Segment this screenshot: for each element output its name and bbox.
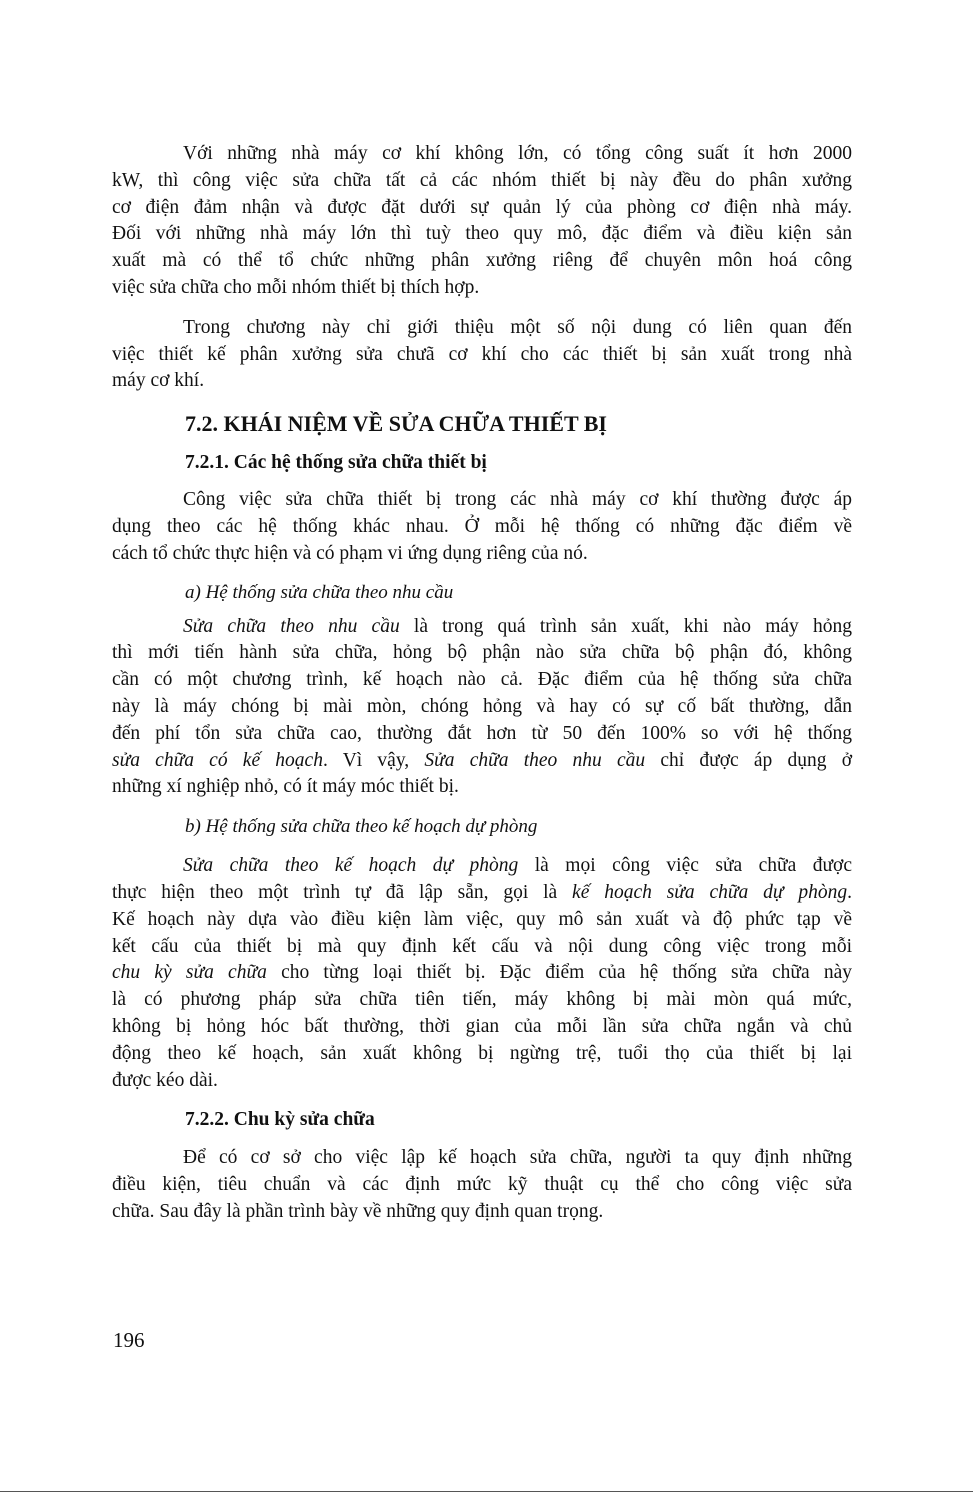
text-run: động theo kế hoạch, sản xuất không bị ngừng trệ, tuổi thọ của thiết bị lại [112, 1042, 852, 1064]
text-line [112, 987, 852, 1014]
text-line [112, 614, 852, 641]
paragraph [112, 853, 852, 1094]
text-line [112, 907, 852, 934]
text-run: Đối với những nhà máy lớn thì tuỳ theo quy mô, đặc điểm và điều kiện sản [112, 223, 852, 245]
text-line [112, 880, 852, 907]
page-number: 196 [113, 1328, 145, 1352]
italic-term: Sửa chữa theo kế hoạch dự phòng [183, 855, 519, 877]
paragraph [112, 614, 852, 802]
text-run: kết cấu của thiết bị mà quy định kết cấu và nội dung công việc trong mỗi [112, 935, 852, 957]
text-line [112, 248, 852, 275]
text-run: cách tổ chức thực hiện và có phạm vi ứng dụng riêng của nó. [112, 542, 588, 564]
text-run: việc sửa chữa cho mỗi nhóm thiết bị thích hợp. [112, 276, 480, 298]
text-run: chỉ được áp dụng ở [645, 749, 853, 771]
text-run: . Vì vậy, [322, 749, 425, 771]
paragraph [112, 315, 852, 395]
scan-edge-line [0, 1491, 973, 1492]
paragraph [112, 1145, 852, 1225]
text-line [112, 721, 852, 748]
text-run: chữa. Sau đây là phần trình bày về những quy định quan trọng. [112, 1200, 604, 1222]
text-run: cần có một chương trình, kế hoạch nào cả. Đặc điểm của hệ thống sửa chữa [112, 669, 852, 691]
text-line [112, 748, 852, 775]
subsection-heading: 7.2.1. Các hệ thống sửa chữa thiết bị [185, 452, 487, 474]
text-run: cho từng loại thiết bị. Đặc điểm của hệ thống sửa chữa này [266, 962, 852, 984]
text-run: được kéo dài. [112, 1069, 218, 1091]
subsection-heading: 7.2.2. Chu kỳ sửa chữa [185, 1109, 375, 1131]
text-run: kW, thì công việc sửa chữa tất cả các nhóm thiết bị này đều do phân xưởng [112, 169, 852, 191]
italic-term: sửa chữa có kế hoạch [112, 749, 323, 771]
text-run: . [847, 881, 852, 903]
text-line [112, 774, 852, 801]
text-run: này là máy chóng bị mài mòn, chóng hỏng và hay có sự cố bất thường, dẫn [112, 695, 852, 717]
text-run: Công việc sửa chữa thiết bị trong các nhà máy cơ khí thường được áp [183, 489, 852, 511]
text-run: không bị hỏng hóc bất thường, thời gian của mỗi lần sửa chữa ngắn và chủ [112, 1015, 852, 1037]
text-line [112, 221, 852, 248]
text-run: Để có cơ sở cho việc lập kế hoạch sửa chữa, người ta quy định những [183, 1147, 852, 1169]
text-line [112, 1145, 852, 1172]
section-heading: 7.2. KHÁI NIỆM VỀ SỬA CHỮA THIẾT BỊ [185, 411, 607, 437]
text-line [112, 853, 852, 880]
sub-heading: a) Hệ thống sửa chữa theo nhu cầu [185, 581, 454, 603]
text-run: Với những nhà máy cơ khí không lớn, có tổng công suất ít hơn 2000 [183, 143, 852, 164]
page-body [112, 141, 852, 1226]
text-line [112, 1068, 852, 1095]
text-run: là trong quá trình sản xuất, khi nào máy hỏng [399, 615, 852, 637]
text-run: việc thiết kế phân xưởng sửa chưã cơ khí cho các thiết bị sản xuất trong nhà [112, 343, 852, 365]
text-run: những xí nghiệp nhỏ, có ít máy móc thiết bị. [112, 776, 459, 798]
italic-term: Sửa chữa theo nhu cầu [183, 615, 400, 637]
text-line [112, 1014, 852, 1041]
text-run: điều kiện, tiêu chuẩn và các định mức kỹ thuật cụ thể cho công việc sửa [112, 1174, 852, 1196]
text-run: đến phí tổn sửa chữa cao, thường đắt hơn từ 50 đến 100% so với hệ thống [112, 722, 852, 744]
text-line [112, 315, 852, 342]
text-line [112, 487, 852, 514]
text-line [112, 667, 852, 694]
text-run: thực hiện theo một trình tự đã lập sẵn, gọi là [112, 881, 573, 903]
text-run: Trong chương này chỉ giới thiệu một số nội dung có liên quan đến [183, 316, 852, 338]
text-line [112, 514, 852, 541]
paragraph [112, 141, 852, 302]
text-line [112, 960, 852, 987]
text-line [112, 934, 852, 961]
text-line [112, 1041, 852, 1068]
text-line [112, 195, 852, 222]
text-run: cơ điện đảm nhận và được đặt dưới sự quản lý của phòng cơ điện nhà máy. [112, 196, 852, 218]
text-line [112, 168, 852, 195]
text-run: là mọi công việc sửa chữa được [518, 855, 852, 877]
sub-heading: b) Hệ thống sửa chữa theo kế hoạch dự phòng [185, 816, 538, 838]
italic-term: chu kỳ sửa chữa [112, 962, 267, 984]
text-line [112, 694, 852, 721]
text-line [112, 1199, 852, 1226]
text-run: là có phương pháp sửa chữa tiên tiến, máy không bị mài mòn quá mức, [112, 989, 852, 1011]
text-line [112, 141, 852, 168]
text-run: máy cơ khí. [112, 370, 205, 392]
text-run: Kế hoạch này dựa vào điều kiện làm việc, quy mô sản xuất và độ phức tạp về [112, 908, 852, 930]
italic-term: Sửa chữa theo nhu cầu [424, 749, 646, 771]
text-line [112, 275, 852, 302]
text-line [112, 368, 852, 395]
text-line [112, 640, 852, 667]
text-line [112, 1172, 852, 1199]
text-line [112, 342, 852, 369]
text-run: dụng theo các hệ thống khác nhau. Ở mỗi hệ thống có những đặc điểm về [112, 515, 852, 537]
paragraph [112, 487, 852, 567]
text-run: thì mới tiến hành sửa chữa, hỏng bộ phận nào sửa chữa bộ phận đó, không [112, 642, 852, 664]
italic-term: kế hoạch sửa chữa dự phòng [572, 881, 848, 903]
text-line [112, 541, 852, 568]
text-run: xuất mà có thể tổ chức những phân xưởng riêng để chuyên môn hoá công [112, 250, 852, 272]
